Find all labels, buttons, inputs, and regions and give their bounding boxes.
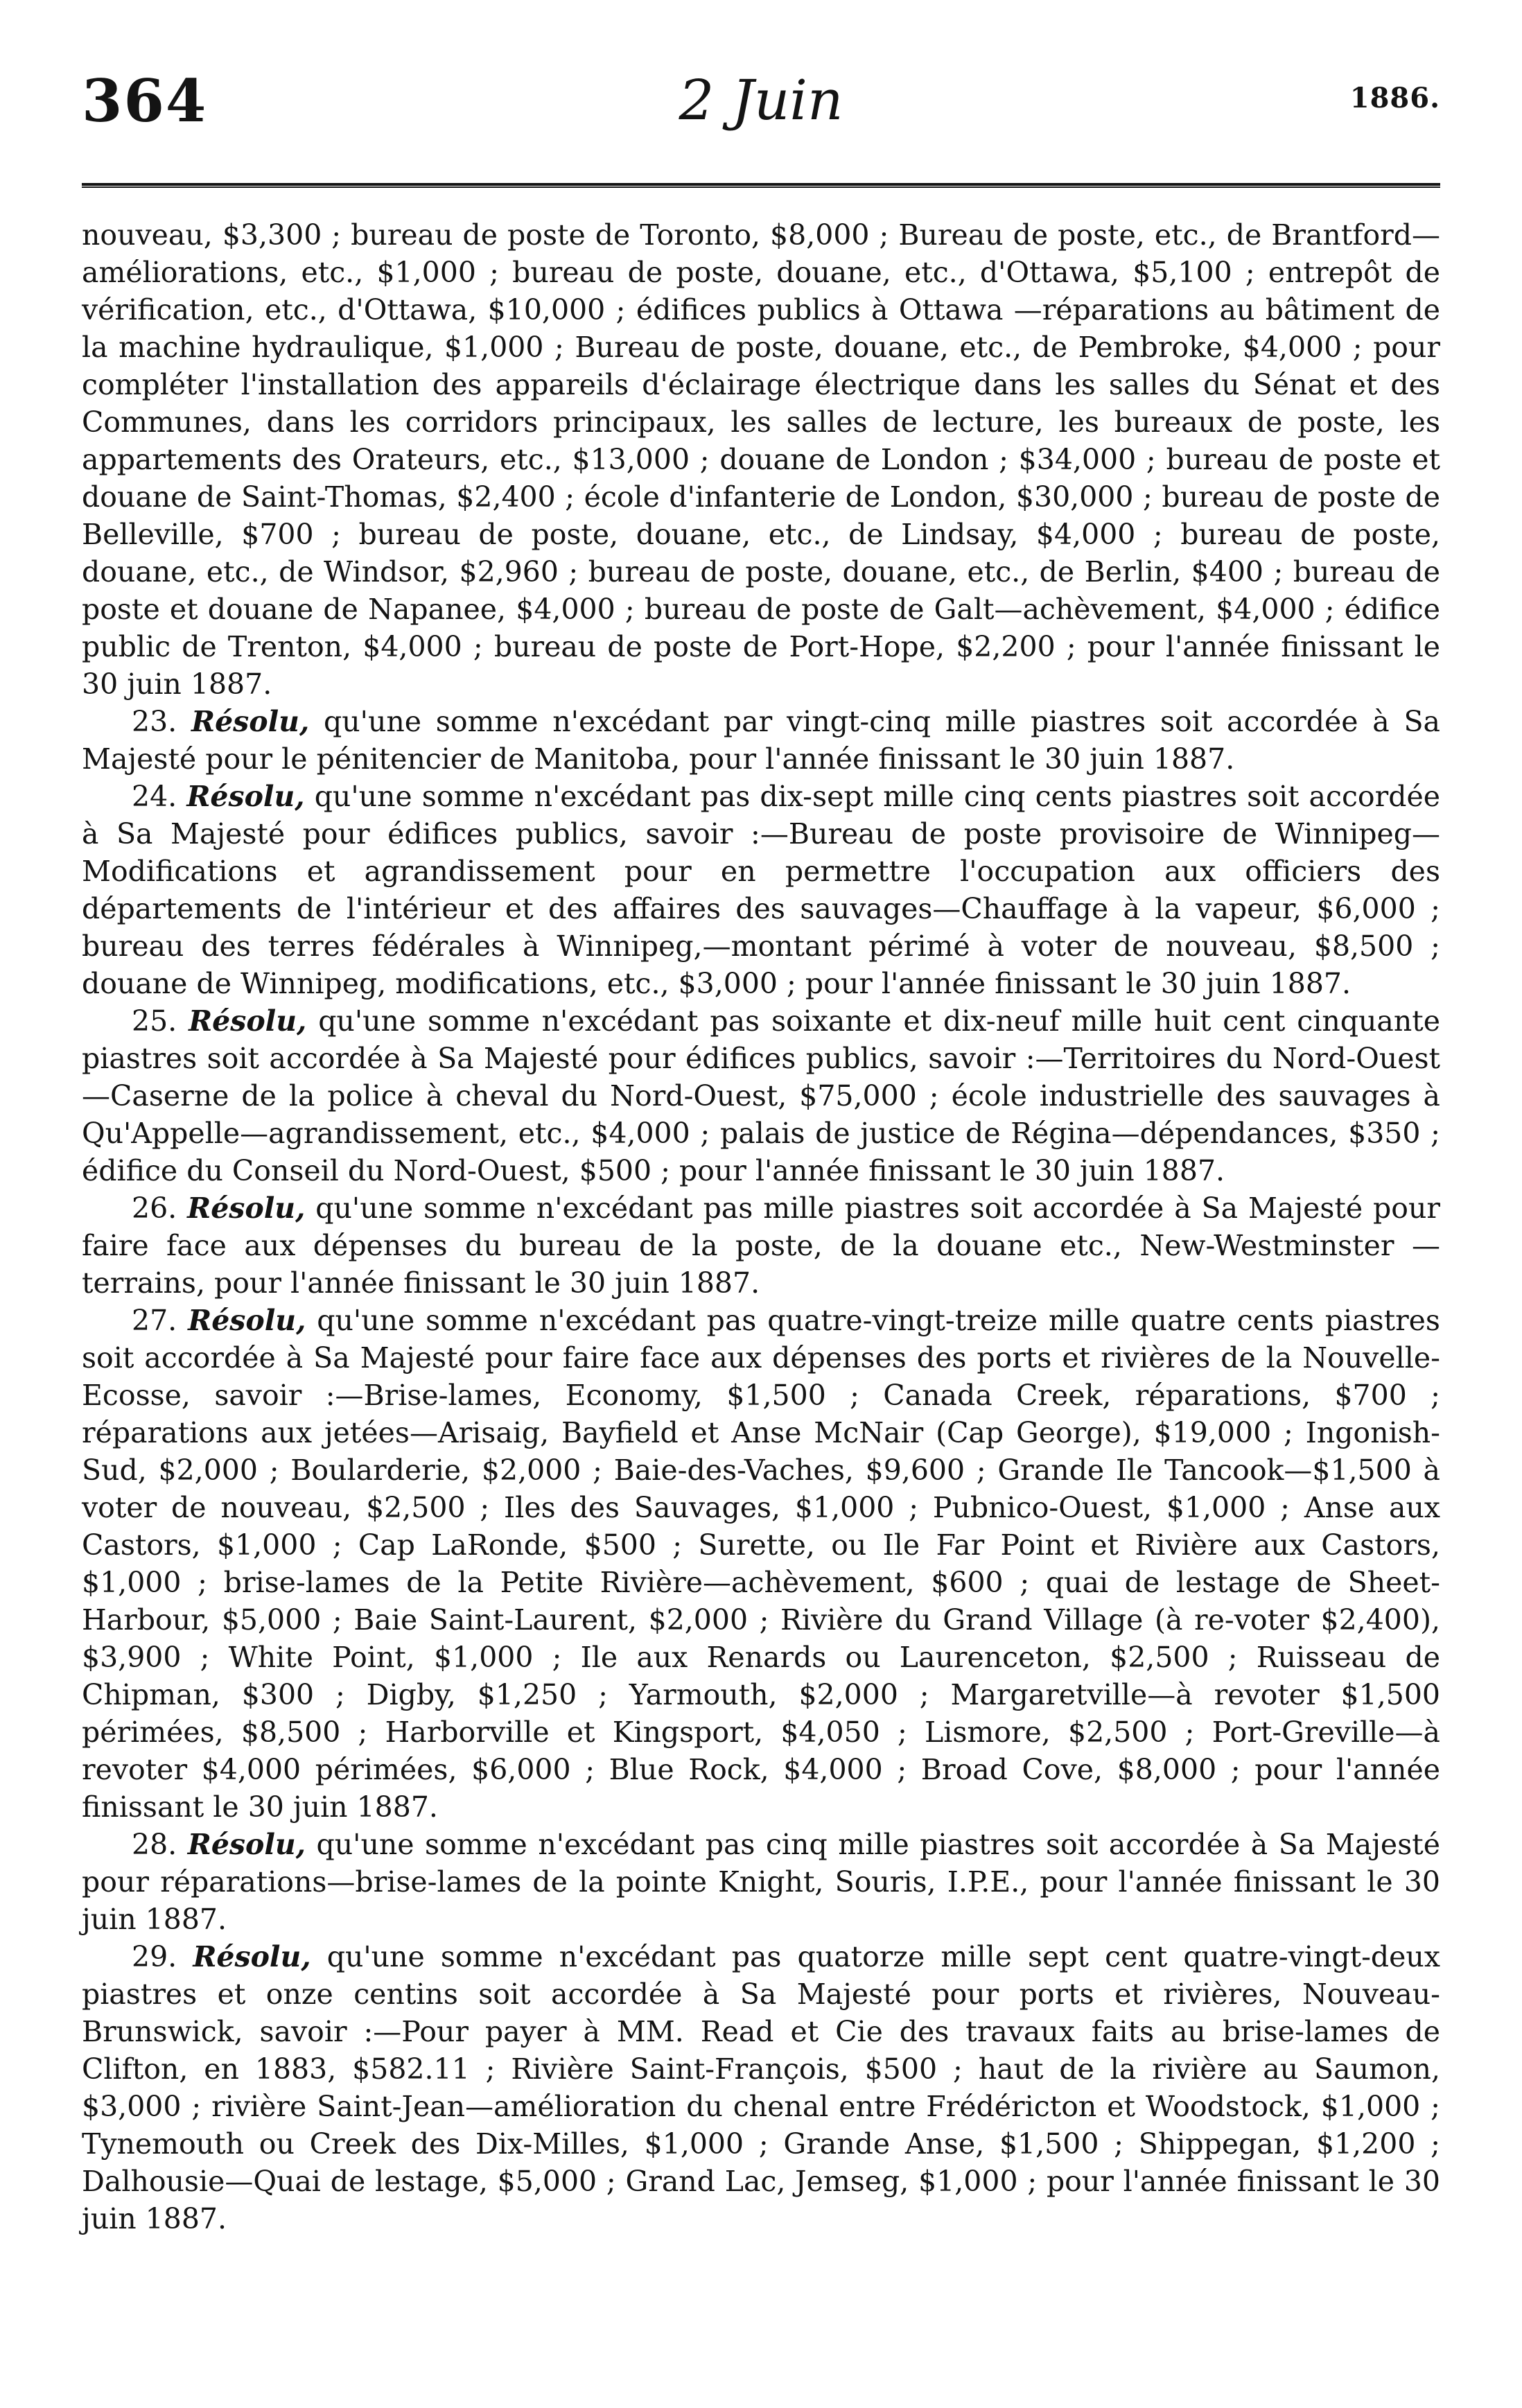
page-number: 364: [82, 67, 208, 135]
paragraph-text: qu'une somme n'excédant pas dix-sept mille cinq cents piastres soit accordée à Sa Majesté pour édifices publics, savoir :—Bureau de poste provisoire de Winnipeg—Modifications et agrandissement pour en permettre l'occupation aux officiers des départements de l'intérieur et des affaires des sauvages—Chauffage à la vapeur, $6,000 ; bureau des terres fédérales à Winnipeg,—montant périmé à voter de nouveau, $8,500 ; douane de Winnipeg, modifications, etc., $3,000 ; pour l'année finissant le 30 juin 1887.: [82, 780, 1440, 1000]
page-body: [82, 216, 1440, 2237]
paragraph-text: qu'une somme n'excédant pas soixante et dix-neuf mille huit cent cinquante piastres soit accordée à Sa Majesté pour édifices publics, savoir :—Territoires du Nord-Ouest—Caserne de la police à cheval du Nord-Ouest, $75,000 ; école industrielle des sauvages à Qu'Appelle—agrandissement, etc., $4,000 ; palais de justice de Régina—dépendances, $350 ; édifice du Conseil du Nord-Ouest, $500 ; pour l'année finissant le 30 juin 1887.: [82, 1004, 1440, 1187]
paragraph-text: qu'une somme n'excédant pas cinq mille piastres soit accordée à Sa Majesté pour réparations—brise-lames de la pointe Knight, Souris, I.P.E., pour l'année finissant le 30 juin 1887.: [82, 1828, 1440, 1936]
resolution-label: Résolu,: [186, 780, 305, 813]
header-rule: [82, 183, 1440, 188]
resolution-label: Résolu,: [187, 1828, 306, 1861]
resolution-label: Résolu,: [191, 705, 310, 738]
paragraph-number: 29.: [132, 1940, 177, 1973]
header-year: 1886.: [1349, 82, 1440, 114]
paragraph-resolution-24: [82, 778, 1440, 1002]
paragraph-number: 27.: [132, 1304, 177, 1337]
running-title: 2 Juin: [679, 68, 843, 132]
resolution-label: Résolu,: [187, 1192, 306, 1225]
paragraph-number: 23.: [132, 705, 177, 738]
paragraph-text: nouveau, $3,300 ; bureau de poste de Toronto, $8,000 ; Bureau de poste, etc., de Brantford—améliorations, etc., $1,000 ; bureau de poste, douane, etc., d'Ottawa, $5,100 ; entrepôt de vérification, etc., d'Ottawa, $10,000 ; édifices publics à Ottawa —réparations au bâtiment de la machine hydraulique, $1,000 ; Bureau de poste, douane, etc., de Pembroke, $4,000 ; pour compléter l'installation des appareils d'éclairage électrique dans les salles du Sénat et des Communes, dans les corridors principaux, les salles de lecture, les bureaux de poste, les appartements des Orateurs, etc., $13,000 ; douane de London ; $34,000 ; bureau de poste et douane de Saint-Thomas, $2,400 ; école d'infanterie de London, $30,000 ; bureau de poste de Belleville, $700 ; bureau de poste, douane, etc., de Lindsay, $4,000 ; bureau de poste, douane, etc., de Windsor, $2,960 ; bureau de poste, douane, etc., de Berlin, $400 ; bureau de poste et douane de Napanee, $4,000 ; bureau de poste de Galt—achèvement, $4,000 ; édifice public de Trenton, $4,000 ; bureau de poste de Port-Hope, $2,200 ; pour l'année finissant le 30 juin 1887.: [82, 218, 1440, 701]
resolution-label: Résolu,: [189, 1004, 307, 1038]
paragraph-resolution-27: [82, 1302, 1440, 1826]
resolution-label: Résolu,: [188, 1304, 306, 1337]
paragraph-resolution-28: [82, 1826, 1440, 1938]
paragraph-text: qu'une somme n'excédant pas quatorze mille sept cent quatre-vingt-deux piastres et onze centins soit accordée à Sa Majesté pour ports et rivières, Nouveau-Brunswick, savoir :—Pour payer à MM. Read et Cie des travaux faits au brise-lames de Clifton, en 1883, $582.11 ; Rivière Saint-François, $500 ; haut de la rivière au Saumon, $3,000 ; rivière Saint-Jean—amélioration du chenal entre Frédéricton et Woodstock, $1,000 ; Tynemouth ou Creek des Dix-Milles, $1,000 ; Grande Anse, $1,500 ; Shippegan, $1,200 ; Dalhousie—Quai de lestage, $5,000 ; Grand Lac, Jemseg, $1,000 ; pour l'année finissant le 30 juin 1887.: [82, 1940, 1440, 2235]
paragraph-number: 25.: [132, 1004, 177, 1038]
paragraph-resolution-25: [82, 1002, 1440, 1189]
paragraph-text: qu'une somme n'excédant par vingt-cinq mille piastres soit accordée à Sa Majesté pour le pénitencier de Manitoba, pour l'année finissant le 30 juin 1887.: [82, 705, 1440, 776]
page-header: [82, 67, 1440, 143]
paragraph-resolution-26: [82, 1189, 1440, 1302]
resolution-label: Résolu,: [193, 1940, 311, 1973]
paragraph-text: qu'une somme n'excédant pas mille piastres soit accordée à Sa Majesté pour faire face aux dépenses du bureau de la poste, de la douane etc., New-Westminster —terrains, pour l'année finissant le 30 juin 1887.: [82, 1192, 1440, 1300]
paragraph-number: 28.: [132, 1828, 177, 1861]
paragraph-number: 26.: [132, 1192, 177, 1225]
paragraph-text: qu'une somme n'excédant pas quatre-vingt-treize mille quatre cents piastres soit accordée à Sa Majesté pour faire face aux dépenses des ports et rivières de la Nouvelle-Ecosse, savoir :—Brise-lames, Economy, $1,500 ; Canada Creek, réparations, $700 ; réparations aux jetées—Arisaig, Bayfield et Anse McNair (Cap George), $19,000 ; Ingonish-Sud, $2,000 ; Boularderie, $2,000 ; Baie-des-Vaches, $9,600 ; Grande Ile Tancook—$1,500 à voter de nouveau, $2,500 ; Iles des Sauvages, $1,000 ; Pubnico-Ouest, $1,000 ; Anse aux Castors, $1,000 ; Cap LaRonde, $500 ; Surette, ou Ile Far Point et Rivière aux Castors, $1,000 ; brise-lames de la Petite Rivière—achèvement, $600 ; quai de lestage de Sheet-Harbour, $5,000 ; Baie Saint-Laurent, $2,000 ; Rivière du Grand Village (à re-voter $2,400), $3,900 ; White Point, $1,000 ; Ile aux Renards ou Laurenceton, $2,500 ; Ruisseau de Chipman, $300 ; Digby, $1,250 ; Yarmouth, $2,000 ; Margaretville—à revoter $1,500 périmées, $8,500 ; Harborville et Kingsport, $4,050 ; Lismore, $2,500 ; Port-Greville—à revoter $4,000 périmées, $6,000 ; Blue Rock, $4,000 ; Broad Cove, $8,000 ; pour l'année finissant le 30 juin 1887.: [82, 1304, 1440, 1824]
paragraph-number: 24.: [132, 780, 177, 813]
paragraph-resolution-29: [82, 1938, 1440, 2237]
paragraph-continuation: [82, 216, 1440, 703]
paragraph-resolution-23: [82, 703, 1440, 778]
